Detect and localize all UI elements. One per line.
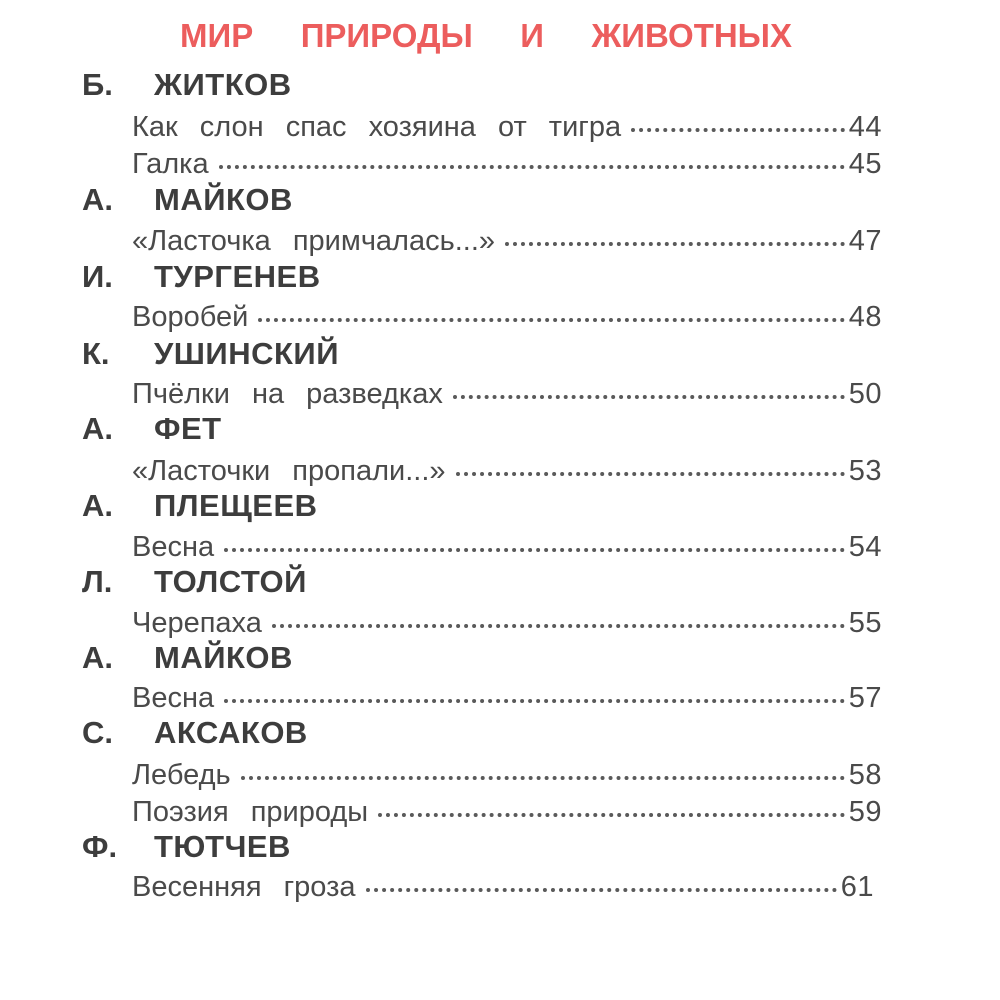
author-initial: И. [82, 259, 113, 294]
entry-title: Весна [132, 682, 215, 714]
author-heading [82, 487, 318, 525]
toc-entry[interactable] [132, 222, 882, 260]
toc-entry[interactable] [132, 679, 882, 717]
entry-title: Лебедь [132, 759, 231, 791]
author-initial: К. [82, 336, 110, 371]
dot-leader [219, 165, 845, 169]
entry-title: Поэзия природы [132, 796, 369, 828]
author-heading [82, 639, 293, 677]
toc-entry[interactable] [132, 793, 882, 831]
author-initial: С. [82, 715, 113, 750]
entry-page-number: 53 [848, 455, 882, 487]
author-surname: ЖИТКОВ [154, 67, 292, 102]
author-initial: А. [82, 411, 113, 446]
entry-page-number: 50 [848, 378, 882, 410]
entry-title: Пчёлки на разведках [132, 378, 443, 410]
author-initial: А. [82, 488, 113, 523]
entry-page-number: 45 [848, 148, 882, 180]
author-surname: ТУРГЕНЕВ [154, 259, 321, 294]
author-surname: МАЙКОВ [154, 640, 293, 675]
author-surname: МАЙКОВ [154, 182, 293, 217]
entry-title: Черепаха [132, 607, 262, 639]
toc-entry[interactable] [132, 868, 874, 906]
dot-leader [224, 699, 845, 703]
toc-entry[interactable] [132, 452, 882, 490]
dot-leader [241, 776, 845, 780]
author-heading [82, 714, 308, 752]
author-initial: Ф. [82, 829, 118, 864]
dot-leader [453, 395, 845, 399]
dot-leader [456, 472, 845, 476]
entry-page-number: 54 [848, 531, 882, 563]
entry-title: «Ласточки пропали...» [132, 455, 446, 487]
entry-page-number: 61 [840, 871, 874, 903]
author-surname: ТОЛСТОЙ [154, 564, 307, 599]
author-heading [82, 66, 292, 104]
dot-leader [631, 128, 845, 132]
entry-page-number: 55 [848, 607, 882, 639]
author-initial: А. [82, 182, 113, 217]
entry-page-number: 59 [848, 796, 882, 828]
dot-leader [272, 624, 845, 628]
toc-entry[interactable] [132, 528, 882, 566]
entry-title: Весна [132, 531, 215, 563]
author-surname: УШИНСКИЙ [154, 336, 339, 371]
entry-title: «Ласточка примчалась...» [132, 225, 496, 257]
dot-leader [378, 813, 845, 817]
dot-leader [224, 548, 845, 552]
dot-leader [505, 242, 845, 246]
author-heading [82, 181, 293, 219]
entry-title: Галка [132, 148, 209, 180]
toc-entry[interactable] [132, 145, 882, 183]
author-heading [82, 335, 339, 373]
entry-page-number: 47 [848, 225, 882, 257]
section-title: МИР ПРИРОДЫ И ЖИВОТНЫХ [180, 17, 792, 54]
author-surname: ФЕТ [154, 411, 222, 446]
author-heading [82, 258, 321, 296]
toc-entry[interactable] [132, 756, 882, 794]
entry-page-number: 57 [848, 682, 882, 714]
dot-leader [258, 318, 844, 322]
toc-entry[interactable] [132, 108, 882, 146]
author-surname: ТЮТЧЕВ [154, 829, 291, 864]
author-surname: ПЛЕЩЕЕВ [154, 488, 318, 523]
author-initial: А. [82, 640, 113, 675]
author-heading [82, 828, 291, 866]
entry-title: Воробей [132, 301, 249, 333]
toc-entry[interactable] [132, 298, 882, 336]
author-surname: АКСАКОВ [154, 715, 308, 750]
entry-page-number: 58 [848, 759, 882, 791]
author-initial: Б. [82, 67, 113, 102]
entry-page-number: 48 [848, 301, 882, 333]
entry-page-number: 44 [848, 111, 882, 143]
entry-title: Как слон спас хозяина от тигра [132, 111, 622, 143]
entry-title: Весенняя гроза [132, 871, 356, 903]
dot-leader [366, 888, 837, 892]
author-heading [82, 563, 307, 601]
author-heading [82, 410, 222, 448]
author-initial: Л. [82, 564, 113, 599]
toc-entry[interactable] [132, 375, 882, 413]
toc-entry[interactable] [132, 604, 882, 642]
